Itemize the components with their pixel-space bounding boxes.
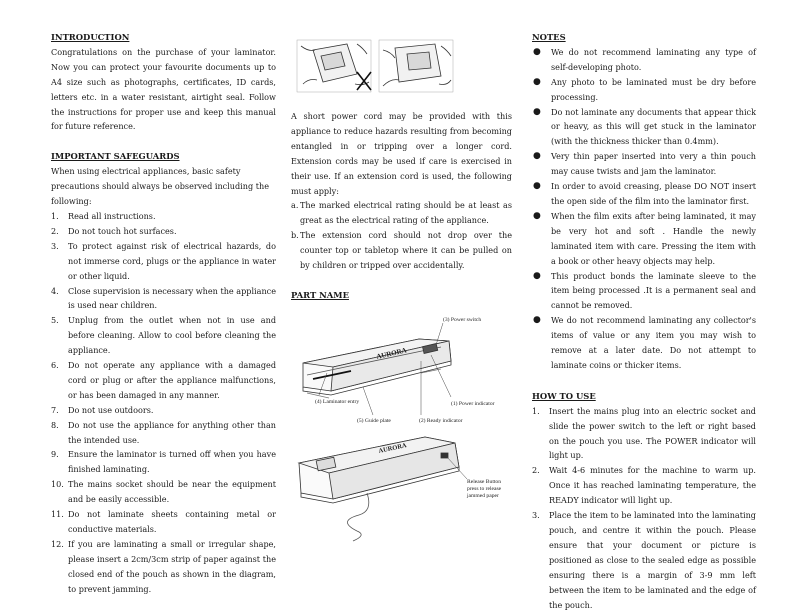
label-release-button: Release Button: [467, 478, 502, 485]
notes-list: [532, 45, 756, 373]
list-item: 7. Do not use outdoors.: [51, 404, 154, 415]
label-guide-plate: (5) Guide plate: [357, 417, 391, 424]
safeguards-intro: When using electrical appliances, basic safety precautions should always be observed including the following:: [51, 166, 269, 207]
notes-heading: NOTES: [532, 32, 566, 42]
list-item: 1. Insert the mains plug into an electric socket and slide the power switch to the left or right based on the pouch you use. The POWER indicator will light up.: [532, 405, 756, 461]
list-item: ● When the film exits after being laminated, it may be very hot and soft . Handle the newly laminated item with care. Pressing the item with a book or other heavy objects may help.: [533, 210, 756, 266]
label-power-switch: (3) Power switch: [443, 316, 482, 323]
list-item: ● Very thin paper inserted into very a thin pouch may cause twists and jam the laminator.: [533, 151, 756, 177]
label-release-jammed: jammed paper: [467, 492, 499, 499]
how-to-use-heading: HOW TO USE: [532, 390, 596, 401]
column-left: [51, 30, 276, 597]
pouch-wrong-image: [297, 40, 371, 92]
column-right: [532, 30, 756, 612]
laminator-front-image: [303, 339, 451, 398]
intro-heading: INTRODUCTION: [51, 32, 130, 42]
how-to-use-list: [532, 404, 756, 612]
list-item: ● Any photo to be laminated must be dry before processing.: [533, 76, 756, 102]
label-release-press: press to release: [467, 485, 502, 492]
list-item: 9. Ensure the laminator is turned off when you have finished laminating.: [51, 449, 276, 475]
list-item: 2. Wait 4-6 minutes for the machine to warm up. Once it has reached laminating temperature, the READY indicator will light up.: [532, 465, 756, 506]
list-item: ● We do not recommend laminating any collector's items of value or any item you may wish to remove at a later date. Do not attempt to laminate coins or thicker items.: [533, 315, 756, 370]
list-item: 3. Place the item to be laminated into the laminating pouch, and centre it within the pouch. Please ensure that your document or picture is positioned as close to the sealed edge as possible ensuring there is a margin of 3-9 mm left between the item to be laminated and the edge of the pouch.: [532, 510, 756, 610]
power-cord-list: [291, 198, 512, 273]
intro-text: Congratulations on the purchase of your laminator. Now you can protect your favourite documents up to A4 size such as photographs, certificates, ID cards, letters etc. in a water resistant, airtight seal. Follow the instructions for proper use and keep this manual for future reference.: [51, 46, 276, 132]
list-item: 8. Do not use the appliance for anything other than the intended use.: [51, 419, 276, 445]
part-name-heading: PART NAME: [291, 289, 349, 300]
list-item: b. The extension cord should not drop over the counter top or tabletop where it can be pulled on by children or tripped over accidentally.: [291, 230, 512, 271]
list-item: ● This product bonds the laminate sleeve to the item being processed .It is a permanent seal and cannot be removed.: [533, 270, 756, 311]
brand-logo: AURORA: [375, 346, 408, 361]
list-item: 12. If you are laminating a small or irregular shape, please insert a 2cm/3cm strip of paper against the closed end of the pouch as shown in the diagram, to prevent jamming.: [51, 538, 276, 594]
list-item: 1. Read all instructions.: [51, 210, 156, 221]
list-item: ● In order to avoid creasing, please DO NOT insert the open side of the film into the laminator first.: [533, 181, 756, 206]
list-item: 6. Do not operate any appliance with a damaged cord or plug or after the appliance malfunctions, or has been damaged in any manner.: [51, 360, 276, 400]
safeguards-heading: IMPORTANT SAFEGUARDS: [51, 151, 180, 162]
list-item: 3. To protect against risk of electrical hazards, do not immerse cord, plugs or the appliance in water or other liquid.: [51, 240, 276, 281]
list-item: ● Do not laminate any documents that appear thick or heavy, as this will get stuck in the laminator (with the thickness thicker than 0.4mm).: [533, 106, 756, 147]
brand-logo-back: AURORA: [377, 442, 408, 455]
laminator-diagram: [291, 303, 512, 543]
label-power-indicator: (1) Power indicator: [451, 400, 495, 407]
list-item: 5. Unplug from the outlet when not in use and before cleaning. Allow to cool before cleaning the appliance.: [51, 315, 276, 356]
column-middle: [291, 30, 512, 543]
list-item: 10. The mains socket should be near the equipment and be easily accessible.: [51, 479, 276, 505]
list-item: 4. Close supervision is necessary when the appliance is used near children.: [51, 285, 276, 311]
list-item: 11. Do not laminate sheets containing metal or conductive materials.: [51, 509, 276, 534]
safeguards-list: [51, 209, 276, 597]
power-cord-text: A short power cord may be provided with this appliance to reduce hazards resulting from becoming entangled in or tripping over a longer cord. Extension cords may be used if care is exercised in their use. If an extension cord is used, the following must apply:: [291, 111, 512, 196]
label-ready-indicator: (2) Ready indicator: [419, 417, 463, 424]
pouch-correct-image: [379, 40, 453, 92]
pouch-diagram: [295, 36, 455, 98]
label-laminator-entry: (4) Laminator entry: [315, 398, 360, 405]
list-item: 2. Do not touch hot surfaces.: [51, 225, 177, 236]
list-item: a. The marked electrical rating should be at least as great as the electrical rating of the appliance.: [291, 200, 512, 226]
list-item: ● We do not recommend laminating any type of self-developing photo.: [533, 46, 756, 72]
